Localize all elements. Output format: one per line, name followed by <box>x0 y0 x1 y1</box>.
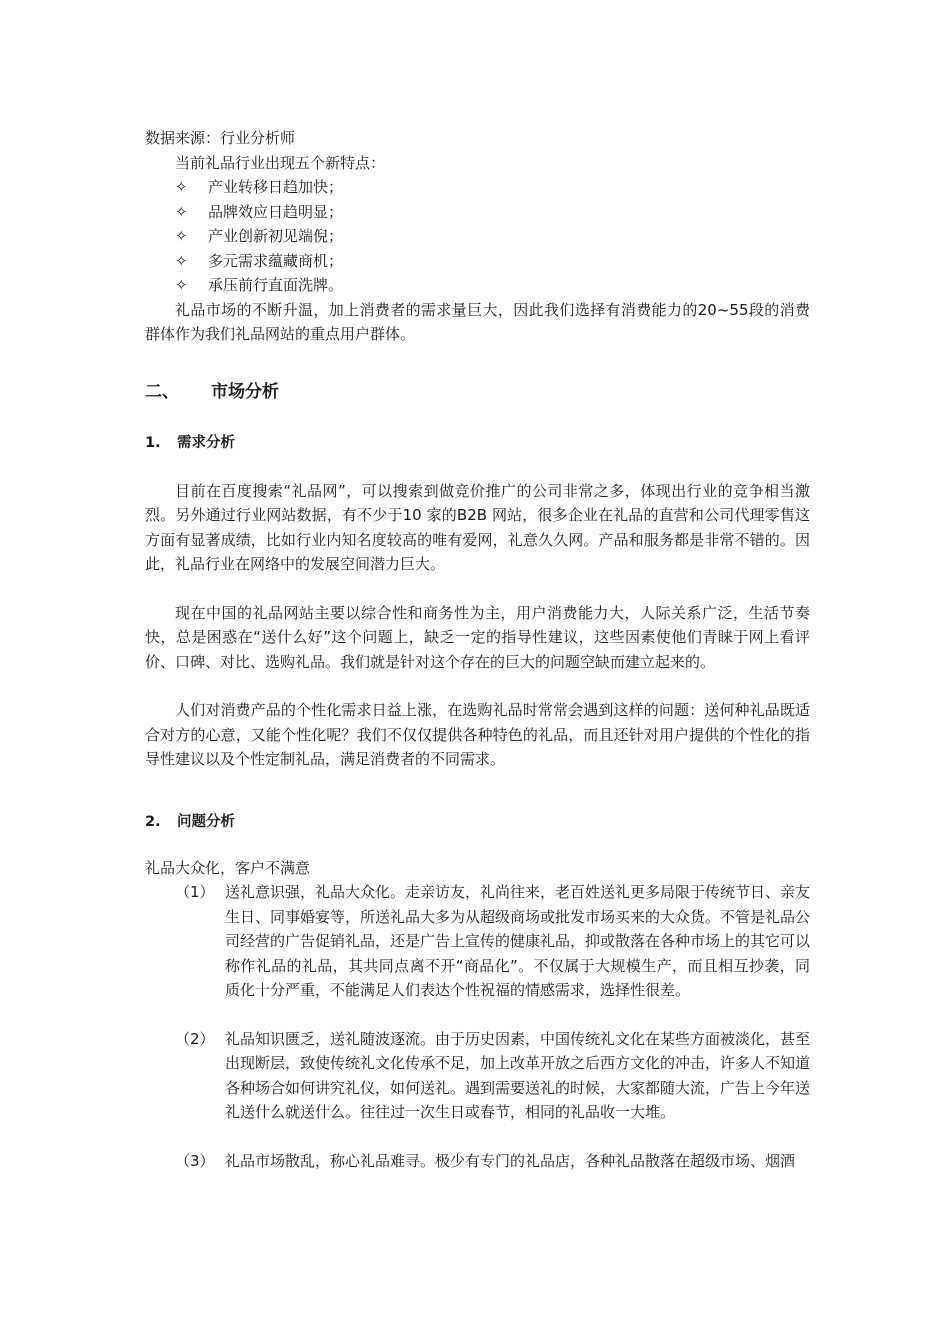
list-item <box>145 1149 810 1174</box>
subsection-title: 需求分析 <box>177 434 235 451</box>
demand-paragraph-3: 人们对消费产品的个性化需求日益上涨，在选购礼品时常常会遇到这样的问题：送何种礼品既适合对方的心意，又能个性化呢？我们不仅仅提供各种特色的礼品，而且还针对用户提供的个性化的指导性建议以及个性定制礼品，满足消费者的不同需求。 <box>145 701 810 768</box>
item-text: 送礼意识强，礼品大众化。走亲访友，礼尚往来，老百姓送礼更多局限于传统节日、亲友生日、同事婚宴等，所送礼品大多为从超级商场或批发市场买来的大众货。不管是礼品公司经营的广告促销礼品，还是广告上宣传的健康礼品，抑或散落在各种市场上的其它可以称作礼品的礼品，其共同点离不开“商品化”。不仅属于大规模生产，而且相互抄袭，同质化十分严重，不能满足人们表达个性祝福的情感需求，选择性很差。 <box>225 883 811 999</box>
demand-paragraph-1: 目前在百度搜索“礼品网”，可以搜索到做竞价推广的公司非常之多，体现出行业的竞争相当激烈。另外通过行业网站数据，有不少于10 家的B2B 网站，很多企业在礼品的直营和公司代理零售这方面有显著成绩，比如行业内知名度较高的唯有爱网，礼意久久网。产品和服务都是非常不错的。因此，礼品行业在网络中的发展空间潜力巨大。 <box>145 481 810 573</box>
item-number: （1） <box>175 883 215 901</box>
subsection-number: 2. <box>145 813 161 830</box>
list-item <box>145 1027 810 1125</box>
subsection-number: 1. <box>145 434 161 451</box>
intro-closing: 礼品市场的不断升温，加上消费者的需求量巨大，因此我们选择有消费能力的20~55段的消费群体作为我们礼品网站的重点用户群体。 <box>145 300 810 343</box>
subsection-heading-problems <box>145 810 810 834</box>
problem-list <box>145 880 810 1173</box>
list-item: ✧ 产业转移日趋加快； <box>145 175 810 200</box>
list-item: ✧ 多元需求蕴藏商机； <box>145 249 810 274</box>
sparkle-bullet-icon: ✧ <box>175 251 188 270</box>
sparkle-bullet-icon: ✧ <box>175 227 188 245</box>
problems-lead: 礼品大众化，客户不满意 <box>145 858 311 877</box>
list-item: ✧ 承压前行直面洗牌。 <box>145 273 810 298</box>
document-body <box>145 126 810 1173</box>
item-number: （3） <box>175 1151 215 1170</box>
subsection-title: 问题分析 <box>177 813 235 830</box>
feature-list <box>145 175 810 298</box>
subsection-heading-demand <box>145 431 810 455</box>
sparkle-bullet-icon: ✧ <box>175 202 188 221</box>
intro-lead: 当前礼品行业出现五个新特点： <box>175 153 386 172</box>
data-source-line: 数据来源：行业分析师 <box>145 129 296 147</box>
section-title: 市场分析 <box>211 381 279 402</box>
list-item <box>145 880 810 1003</box>
item-text: 礼品知识匮乏，送礼随波逐流。由于历史因素，中国传统礼文化在某些方面被淡化，甚至出现断层，致使传统礼文化传承不足，加上改革开放之后西方文化的冲击，许多人不知道各种场合如何讲究礼仪，如何送礼。遇到需要送礼的时候，大家都随大流，广告上今年送礼送什么就送什么。往往过一次生日或春节，相同的礼品收一大堆。 <box>225 1029 811 1121</box>
section-heading <box>145 379 810 405</box>
item-number: （2） <box>175 1029 215 1048</box>
item-text: 礼品市场散乱，称心礼品难寻。极少有专门的礼品店，各种礼品散落在超级市场、烟酒 <box>225 1151 796 1170</box>
sparkle-bullet-icon: ✧ <box>175 178 188 196</box>
sparkle-bullet-icon: ✧ <box>175 276 188 294</box>
list-item: ✧ 品牌效应日趋明显； <box>145 200 810 225</box>
demand-paragraph-2: 现在中国的礼品网站主要以综合性和商务性为主，用户消费能力大，人际关系广泛，生活节奏快，总是困惑在“送什么好”这个问题上，缺乏一定的指导性建议，这些因素使他们青睐于网上看评价、口碑、对比、选购礼品。我们就是针对这个存在的巨大的问题空缺而建立起来的。 <box>145 603 810 671</box>
section-number: 二、 <box>145 381 179 402</box>
list-item: ✧ 产业创新初见端倪； <box>145 224 810 249</box>
